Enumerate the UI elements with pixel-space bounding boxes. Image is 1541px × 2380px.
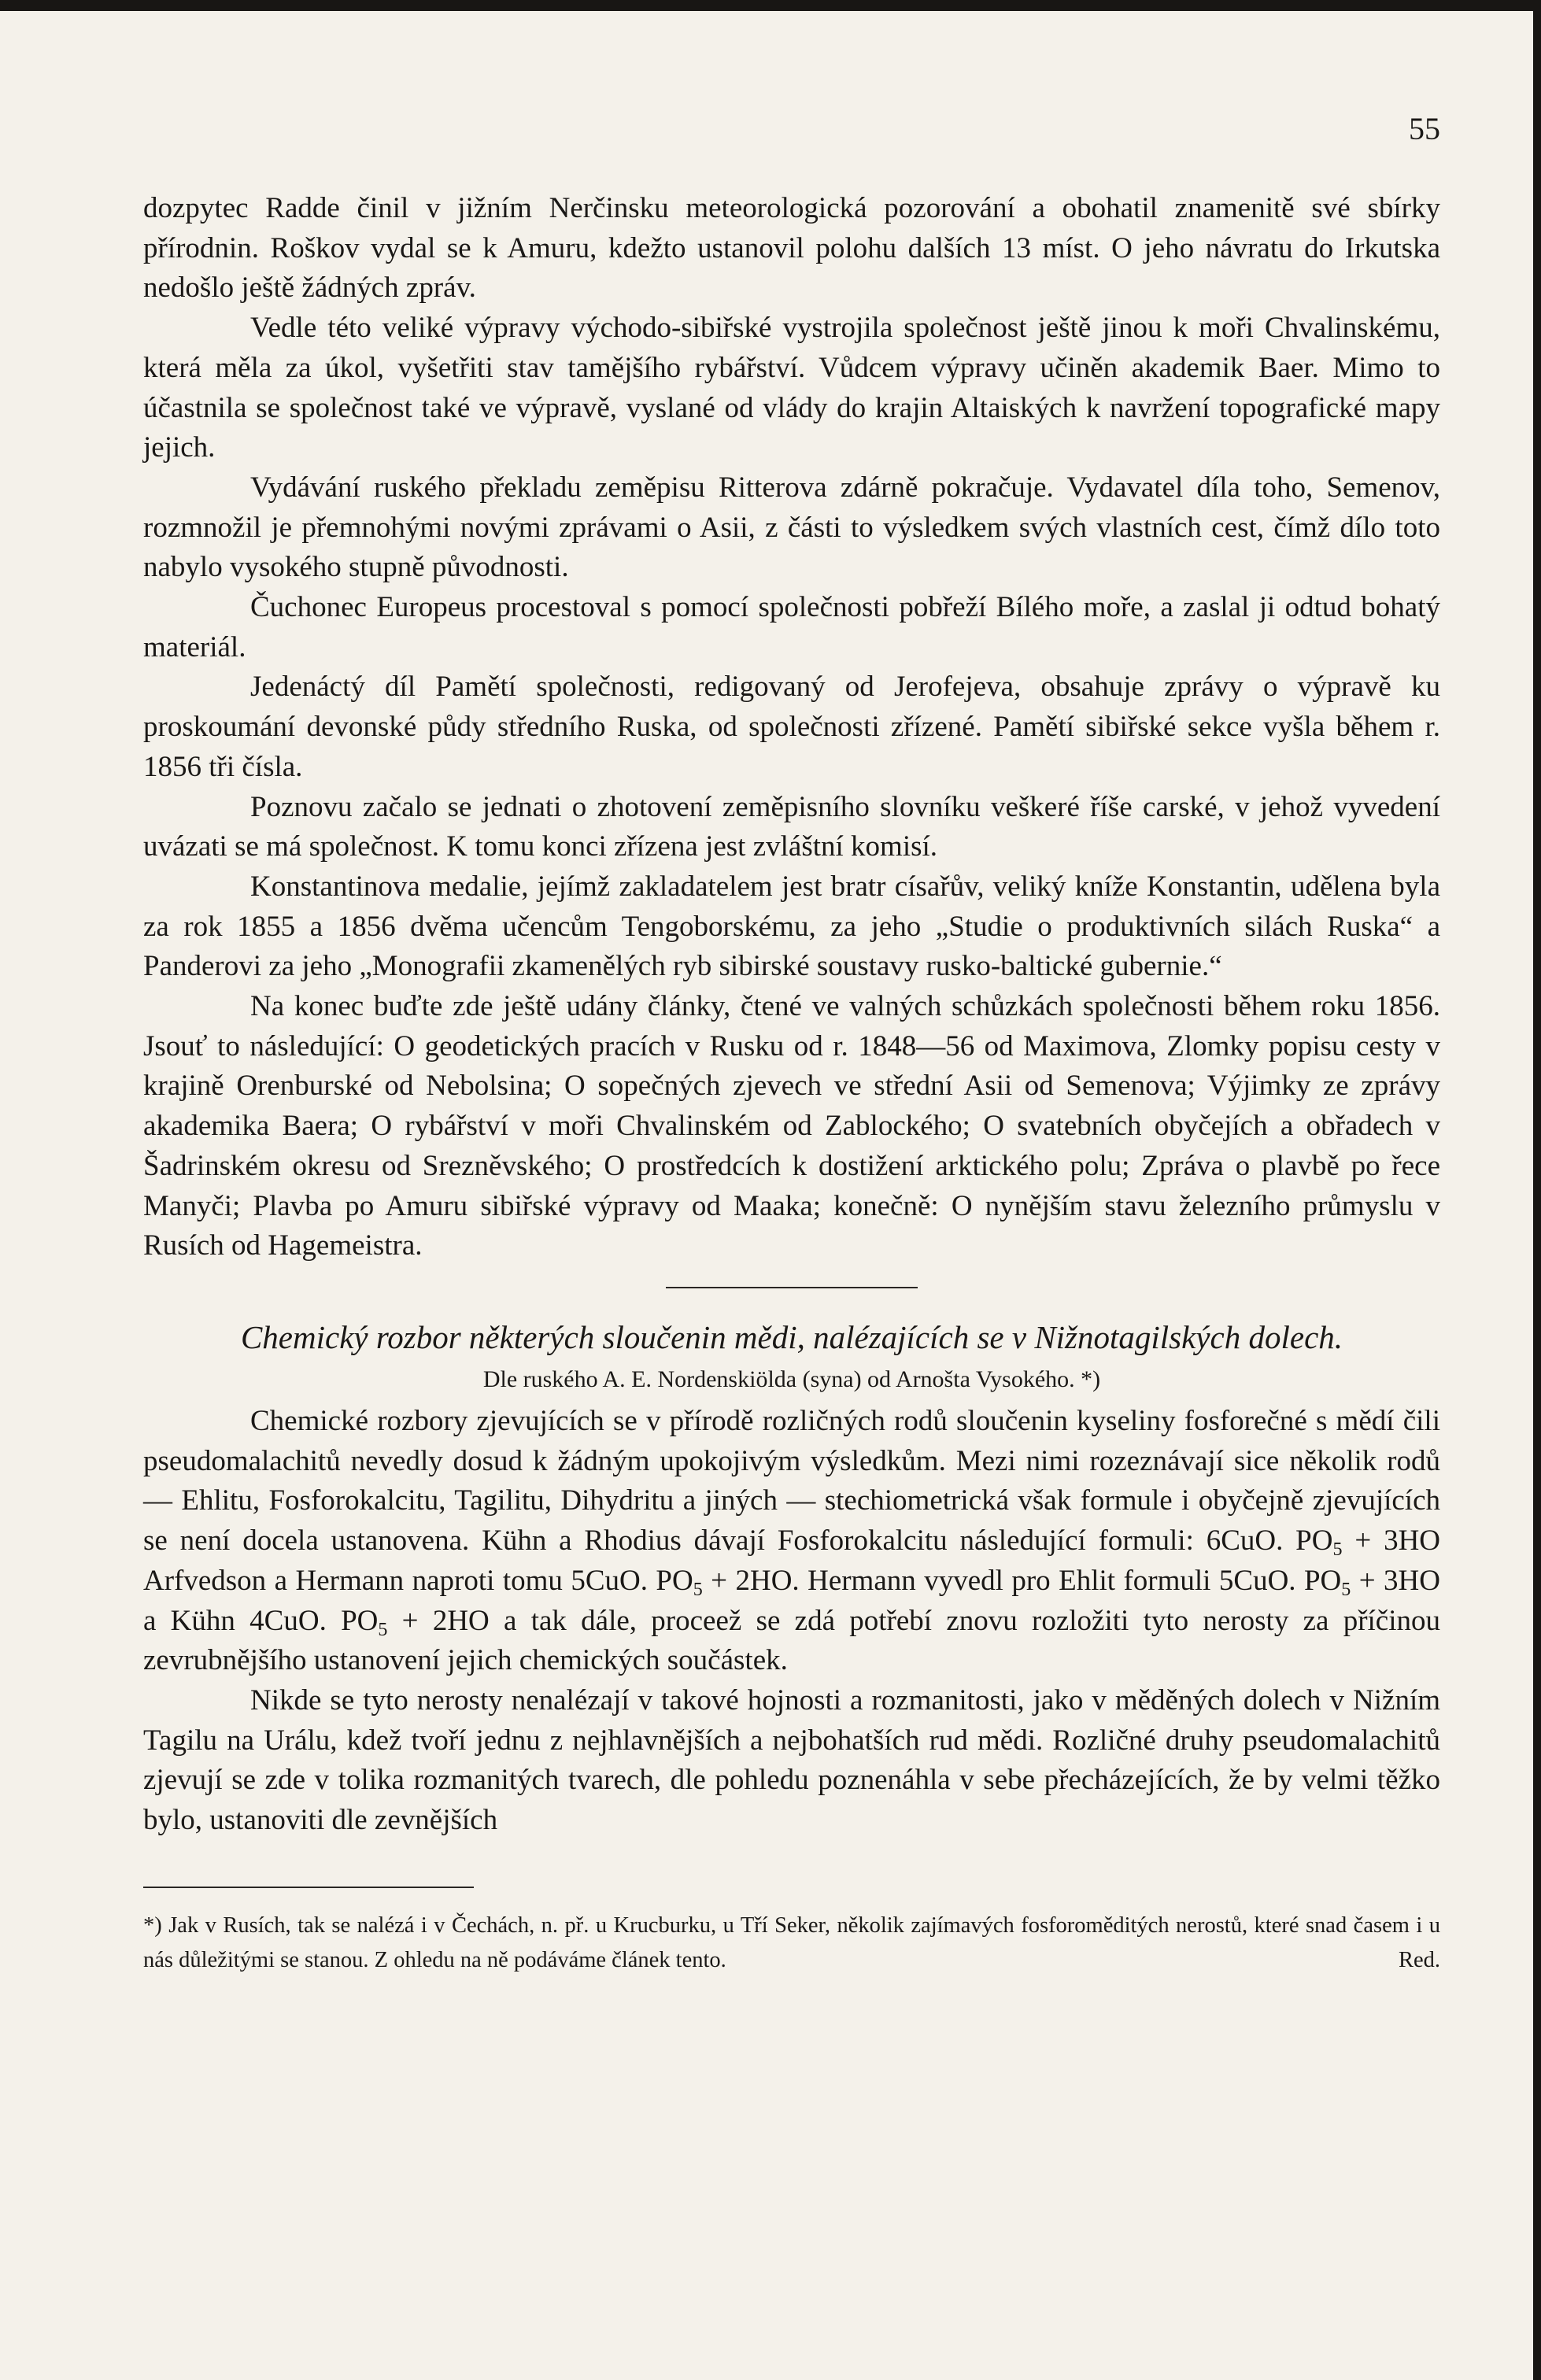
paragraph-with-formulas: [143, 1402, 1440, 1681]
formula-text: + 3HO a Kühn 4CuO. PO: [143, 1564, 1440, 1637]
page-number: 55: [1409, 111, 1440, 146]
section-divider: [666, 1287, 918, 1288]
footnote-divider: [143, 1887, 474, 1888]
footnote: [143, 1909, 1440, 1978]
subscript: 5: [378, 1619, 388, 1640]
paragraph: Čuchonec Europeus procestoval s pomocí společnosti pobřeží Bílého moře, a zaslal ji odtud bohatý materiál.: [143, 591, 1440, 663]
section-byline: Dle ruského A. E. Nordenskiölda (syna) od Arnošta Vysokého. *): [482, 1366, 1101, 1392]
formula-text: + 2HO. Hermann vyvedl pro Ehlit formuli 5CuO. PO: [702, 1564, 1342, 1597]
paragraph: dozpytec Radde činil v jižním Nerčinsku meteorologická pozorování a obohatil znamenitě své sbírky přírodnin. Roškov vydal se k Amuru, kdežto ustanovil polohu dalších 13 míst. O jeho návratu do Irkutska nedošlo ještě žádných zpráv.: [143, 192, 1440, 305]
paragraph: Konstantinova medalie, jejímž zakladatelem jest bratr císařův, veliký kníže Konstantin, udělena byla za rok 1855 a 1856 dvěma učencům Tengoborskému, za jeho „Studie o produktivních silách Ruska“ a Panderovi za jeho „Monografii zkamenělých ryb sibirské soustavy rusko-baltické gubernie.“: [143, 870, 1440, 983]
paragraph: Vydávání ruského překladu zeměpisu Ritterova zdárně pokračuje. Vydavatel díla toho, Semenov, rozmnožil je přemnohými novými zprávami o Asii, z části to výsledkem svých vlastních cest, čímž dílo toto nabylo vysokého stupně původnosti.: [143, 471, 1440, 584]
paragraph: Vedle této veliké výpravy východo-sibiřské vystrojila společnost ještě jinou k moři Chvalinskému, která měla za úkol, vyšetřiti stav tamějšího rybářství. Vůdcem výpravy učiněn akademik Baer. Mimo to účastnila se společnost také ve výpravě, vyslané od vlády do krajin Altaiských k navržení topografické mapy jejich.: [143, 312, 1440, 464]
formula-text: Chemické rozbory zjevujících se v přírodě rozličných rodů sloučenin kyseliny fosforečné s mědí čili pseudomalachitů nevedly dosud k žádným upokojivým výsledkům. Mezi nimi rozeznávají sice několik rodů — Ehlitu, Fosforokalcitu, Tagilitu, Dihydritu a jiných — stechiometrická však formule i obyčejně zjevujících se není docela ustanovena. Kühn a Rhodius dávají Fosforokalcitu následující formuli: 6CuO. PO: [143, 1404, 1440, 1558]
paragraph: Nikde se tyto nerosty nenalézají v takové hojnosti a rozmanitosti, jako v měděných dolech v Nižním Tagilu na Urálu, kdež tvoří jednu z nejhlavnějších a nejbohatších rud mědi. Rozličné druhy pseudomalachitů zjevují se zde v tolika rozmanitých tvarech, dle pohledu poznenáhla v sebe přecházejících, že by velmi těžko bylo, ustanoviti dle zevnějších: [143, 1683, 1440, 1837]
footnote-signature: Red.: [1398, 1947, 1440, 1972]
paragraph: Poznovu začalo se jednati o zhotovení zeměpisního slovníku veškeré říše carské, v jehož vyvedení uvázati se má společnost. K tomu konci zřízena jest zvláštní komisí.: [143, 790, 1440, 863]
footnote-text: *) Jak v Rusích, tak se nalézá i v Čechách, n. př. u Krucburku, u Tří Seker, několik zajímavých fosforoměditých nerostů, které snad časem i u nás důležitými se stanou. Z ohledu na ně podáváme článek tento.: [143, 1913, 1440, 1972]
paragraph: Jedenáctý díl Pamětí společnosti, redigovaný od Jerofejeva, obsahuje zprávy o výpravě ku proskoumání devonské půdy středního Ruska, od společnosti zřízené. Pamětí sibiřské sekce vyšla během r. 1856 tři čísla.: [143, 671, 1440, 783]
subscript: 5: [1341, 1580, 1351, 1600]
page-body: [143, 189, 1440, 1978]
formula-text: + 2HO a tak dále, proceež se zdá potřebí znovu rozložiti tyto nerosty za příčinou zevrubnějšího ustanovení jejich chemických součástek.: [143, 1604, 1441, 1677]
subscript: 5: [1332, 1539, 1343, 1561]
formula-text: + 3HO Arfvedson a Hermann naproti tomu 5CuO. PO: [143, 1524, 1441, 1597]
paragraph: Na konec buďte zde ještě udány články, čtené ve valných schůzkách společnosti během roku 1856. Jsouť to následující: O geodetických pracích v Rusku od r. 1848—56 od Maximova, Zlomky popisu cesty v krajině Orenburské od Nebolsina; O sopečných zjevech ve střední Asii od Semenova; Výjimky ze zprávy akademika Baera; O rybářství v moři Chvalinském od Zablockého; O svatebních obyčejích a obřadech v Šadrinském okresu od Srezněvského; O prostředcích k dostižení arktického polu; Zpráva o plavbě po řece Manyči; Plavba po Amuru sibiřské výpravy od Maaka; konečně: O nynějším stavu železního průmyslu v Rusích od Hagemeistra.: [143, 990, 1440, 1262]
section-title: Chemický rozbor některých sloučenin mědi, nalézajících se v Nižnotagilských dolech.: [240, 1318, 1343, 1355]
subscript: 5: [693, 1580, 703, 1600]
